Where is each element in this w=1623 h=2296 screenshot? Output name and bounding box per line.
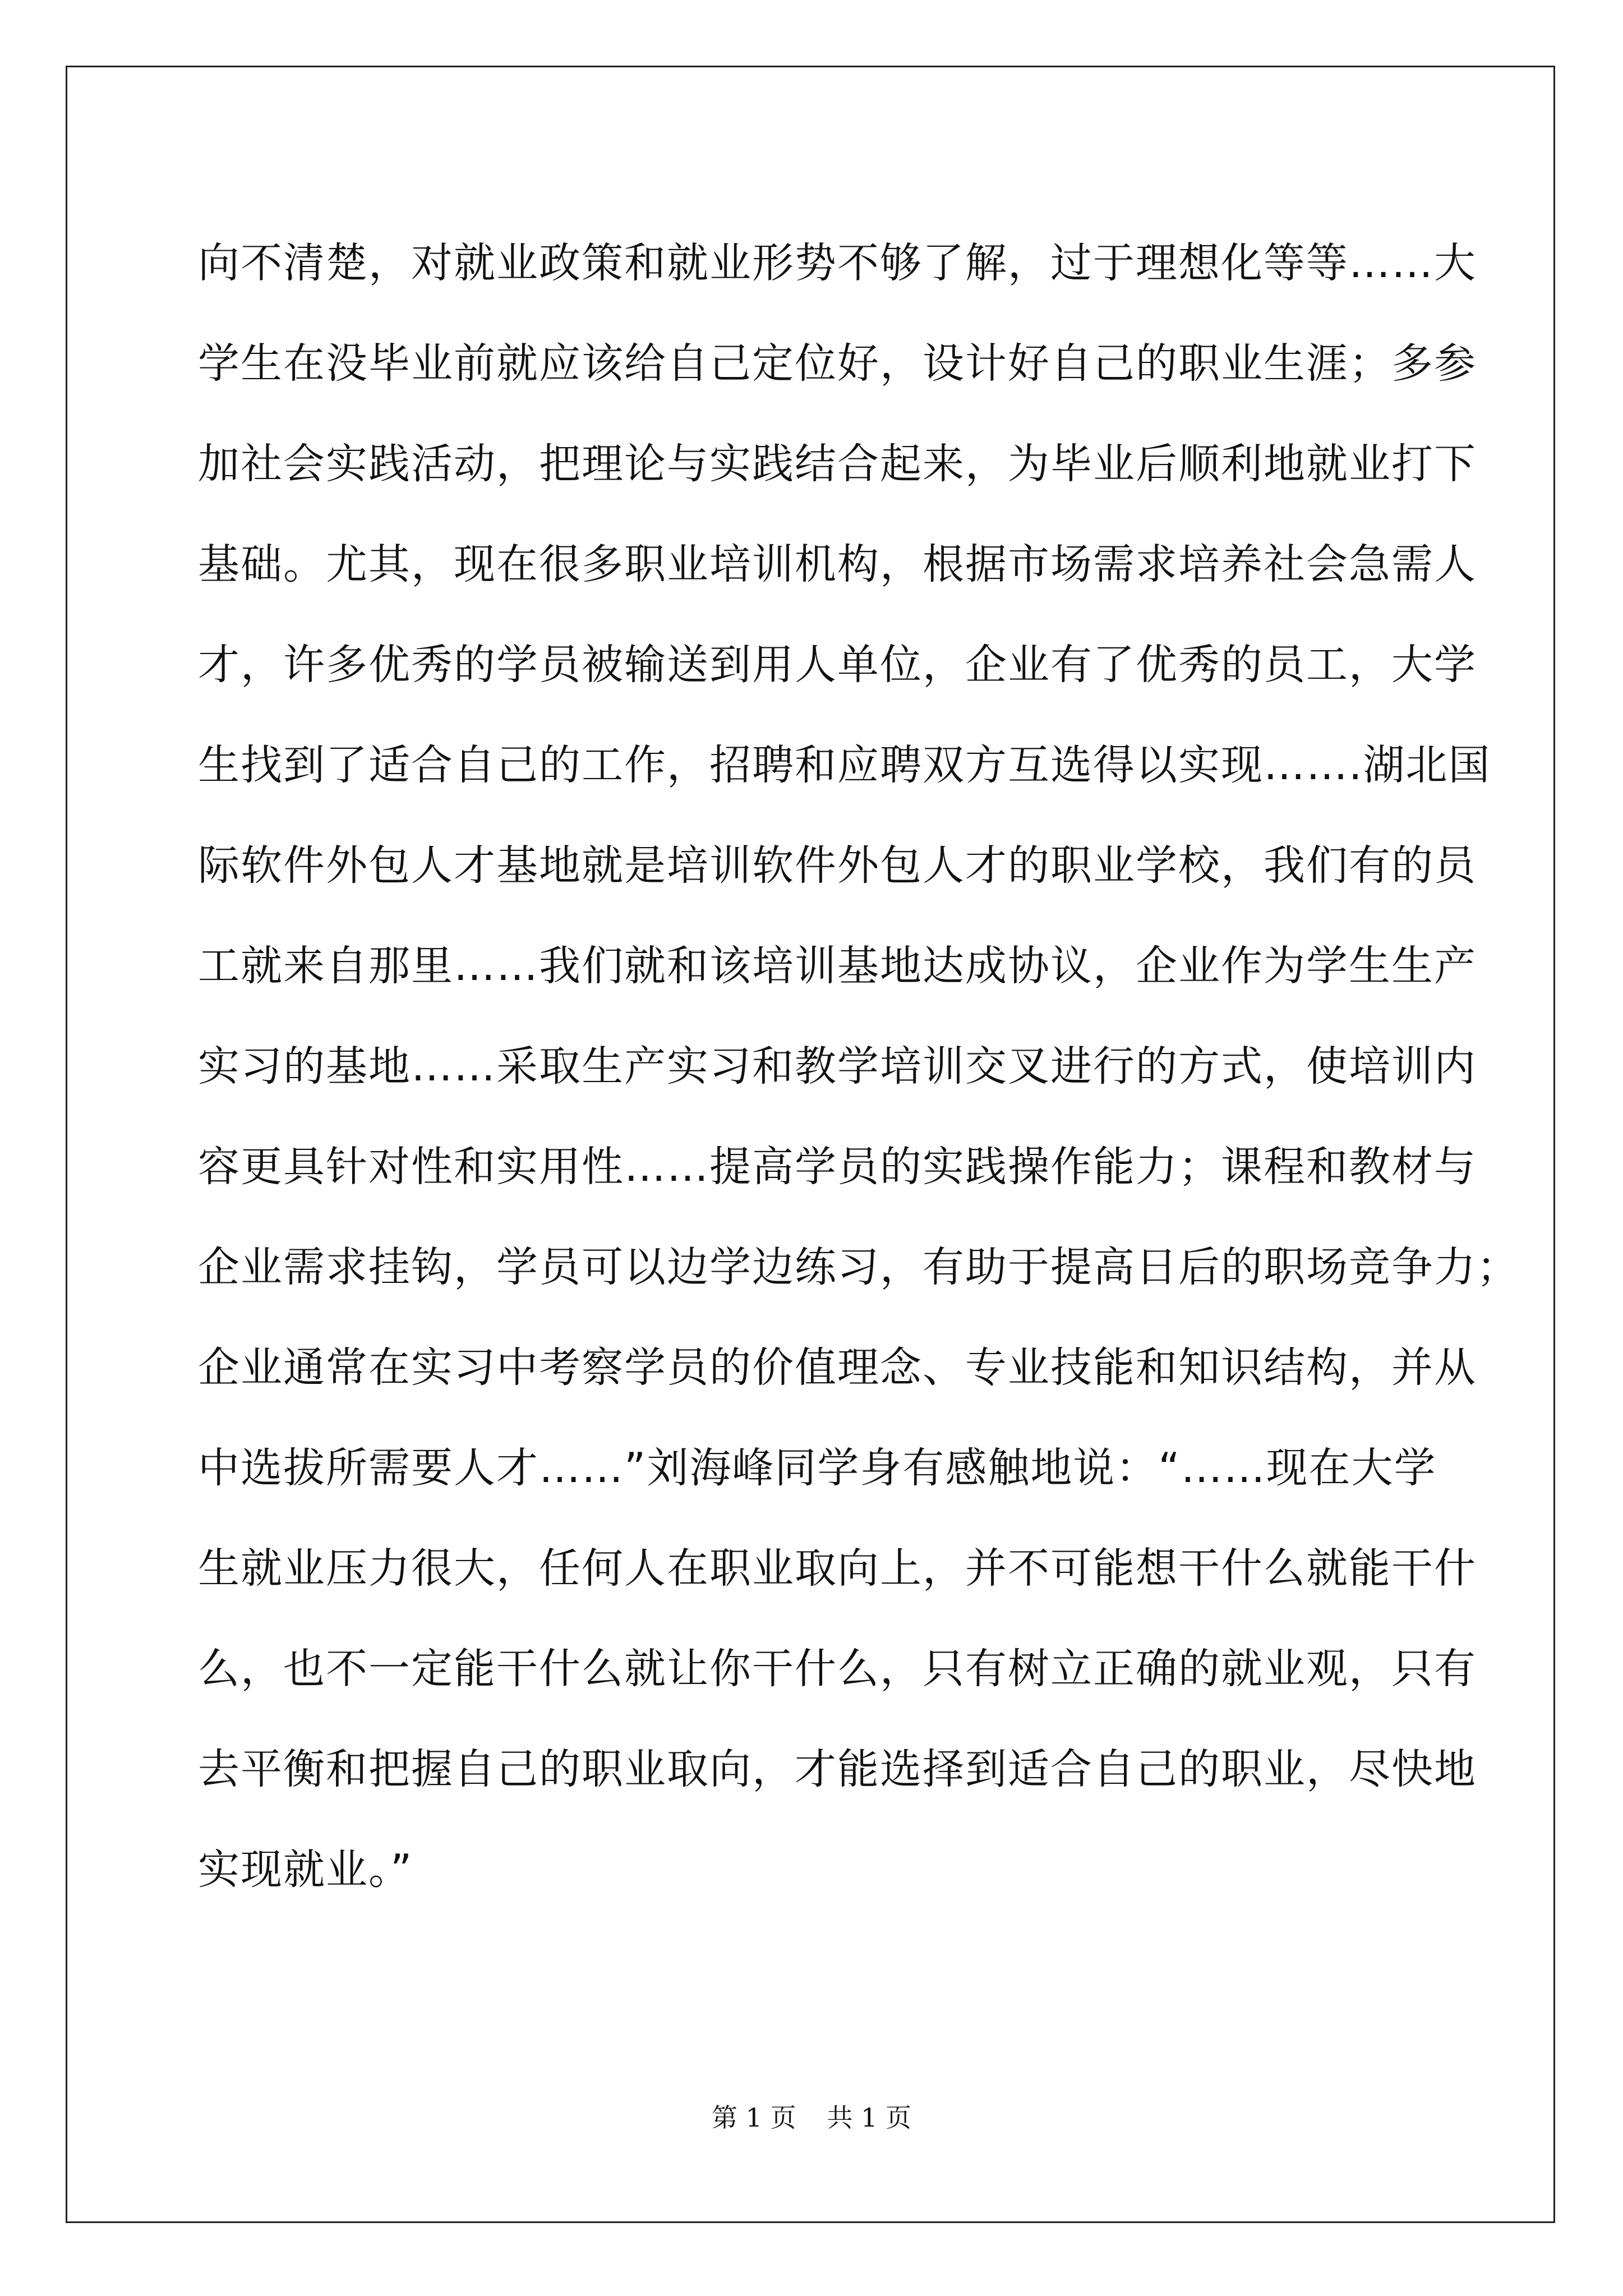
page-number-total: 共 1 页 (827, 2102, 912, 2133)
body-line: 实现就业。” (198, 1846, 413, 1894)
body-line: 生就业压力很大，任何人在职业取向上，并不可能想干什么就能干什 (198, 1544, 1477, 1593)
body-line: 么，也不一定能干什么就让你干什么，只有树立正确的就业观，只有 (198, 1645, 1477, 1693)
body-line: 企业需求挂钩，学员可以边学边练习，有助于提高日后的职场竞争力； (198, 1243, 1519, 1291)
body-line: 容更具针对性和实用性……提高学员的实践操作能力；课程和教材与 (198, 1143, 1477, 1191)
body-line: 才，许多优秀的学员被输送到用人单位，企业有了优秀的员工，大学 (198, 641, 1477, 689)
body-line: 工就来自那里……我们就和该培训基地达成协议，企业作为学生生产 (198, 942, 1477, 990)
body-line: 加社会实践活动，把理论与实践结合起来，为毕业后顺利地就业打下 (198, 440, 1477, 488)
body-line: 实习的基地……采取生产实习和教学培训交叉进行的方式，使培训内 (198, 1042, 1477, 1091)
body-line: 际软件外包人才基地就是培训软件外包人才的职业学校，我们有的员 (198, 841, 1477, 890)
body-line: 生找到了适合自己的工作，招聘和应聘双方互选得以实现…….湖北国 (198, 741, 1491, 789)
page-footer (0, 2101, 1623, 2134)
body-line: 中选拔所需要人才……”刘海峰同学身有感触地说：“……现在大学 (198, 1444, 1437, 1492)
page-number-current: 第 1 页 (711, 2102, 796, 2133)
document-body (198, 213, 1519, 1920)
body-line: 去平衡和把握自己的职业取向，才能选择到适合自己的职业，尽快地 (198, 1745, 1477, 1793)
body-line: 学生在没毕业前就应该给自己定位好，设计好自己的职业生涯；多参 (198, 339, 1477, 388)
body-line: 基础。尤其，现在很多职业培训机构，根据市场需求培养社会急需人 (198, 540, 1477, 588)
body-line: 企业通常在实习中考察学员的价值理念、专业技能和知识结构，并从 (198, 1343, 1477, 1392)
body-line: 向不清楚，对就业政策和就业形势不够了解，过于理想化等等……大 (198, 239, 1477, 287)
